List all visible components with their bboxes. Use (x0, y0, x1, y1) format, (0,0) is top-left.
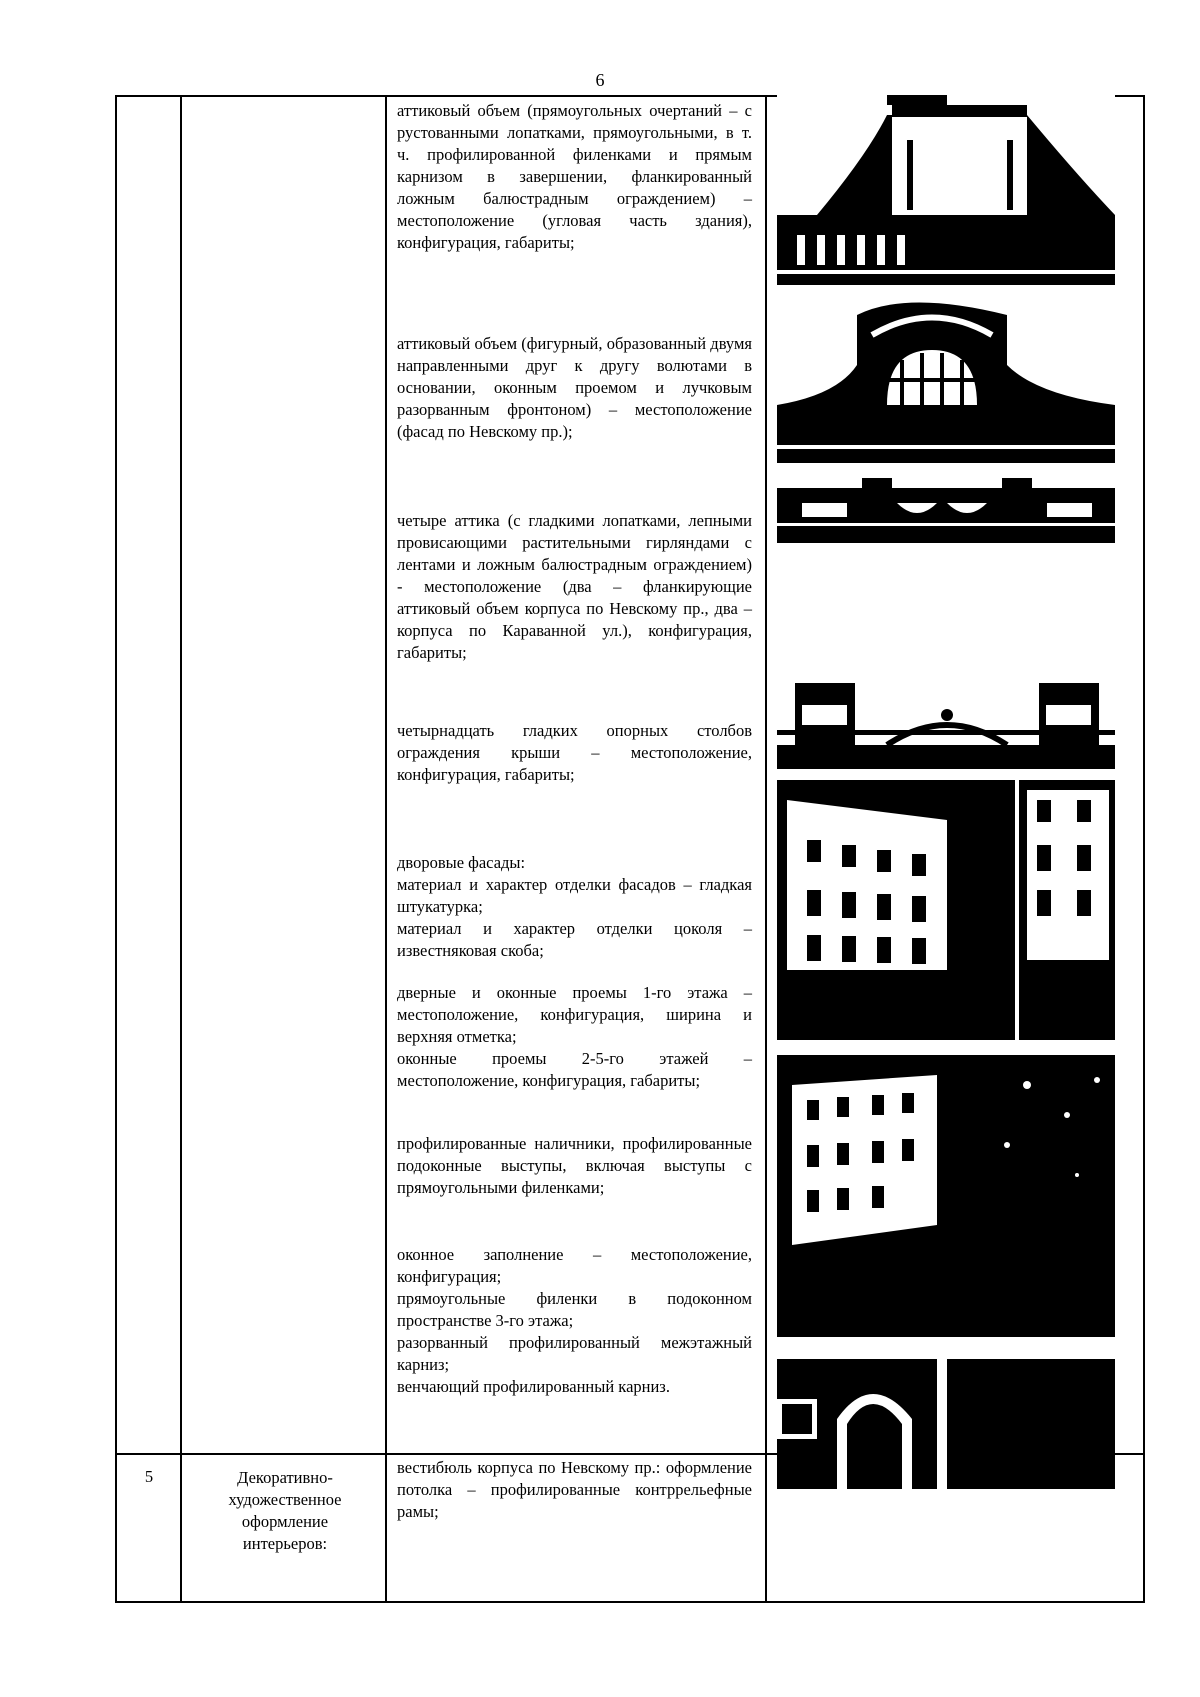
text-four-attics: четыре аттика (с гладкими лопатками, лепными провисающими растительными гирляндами с лентами и ложным балюстрадным ограждением) - местоположение (два – фланкирующие аттиковый объем корпуса по Невскому пр., два – корпуса по Караванной ул.), конфигурация, габариты; (397, 511, 752, 662)
text-roof-posts: четырнадцать гладких опорных столбов ограждения крыши – местоположение, конфигурация, габариты; (397, 721, 752, 784)
monument-table (115, 95, 1145, 1603)
column-divider (385, 97, 387, 1601)
photo-four-attics (777, 473, 1115, 543)
photo-roof-posts (777, 675, 1115, 769)
photo-vestibule-ceiling (777, 1359, 1115, 1489)
column-divider (765, 97, 767, 1601)
text-window-fill: оконное заполнение – местоположение, конфигурация; прямоугольные филенки в подоконном пространстве 3-го этажа; разорванный профилированный межэтажный карниз; венчающий профилированный карниз. (397, 1245, 752, 1396)
page-number: 6 (595, 70, 605, 90)
text-attic-figured: аттиковый объем (фигурный, образованный двумя направленными друг к другу волютами в основании, оконным проемом и лучковым разорванным фронтоном) – местоположение (фасад по Невскому пр.); (397, 334, 752, 441)
photo-courtyard-facades (777, 780, 1115, 1040)
row-number: 5 (144, 1467, 154, 1486)
photo-courtyard-trees (777, 1055, 1115, 1337)
photo-corner-attic (777, 95, 1115, 285)
column-divider (180, 97, 182, 1601)
text-courtyard-facades: дворовые фасады: материал и характер отделки фасадов – гладкая штукатурка; материал и характер отделки цоколя – известняковая скоба; дверные и оконные проемы 1-го этажа – местоположение, конфигурация, ширина и верхняя отметка; оконные проемы 2-5-го этажей – местоположение, конфигурация, габариты; (397, 853, 752, 1090)
text-vestibule: вестибюль корпуса по Невскому пр.: оформление потолка – профилированные контррельефные рамы; (397, 1458, 752, 1521)
row-category: Декоративно- художественное оформление интерьеров: (228, 1468, 342, 1553)
text-attic-corner: аттиковый объем (прямоугольных очертаний – с рустованными лопатками, прямоугольными, в т. ч. профилированной филенками и прямым карнизом в завершении, фланкированный ложным балюстрадным ограждением) – местоположение (угловая часть здания), конфигурация, габариты; (397, 101, 752, 252)
photo-figured-attic (777, 295, 1115, 463)
text-window-frames: профилированные наличники, профилированные подоконные выступы, включая выступы с прямоугольными филенками; (397, 1134, 752, 1197)
